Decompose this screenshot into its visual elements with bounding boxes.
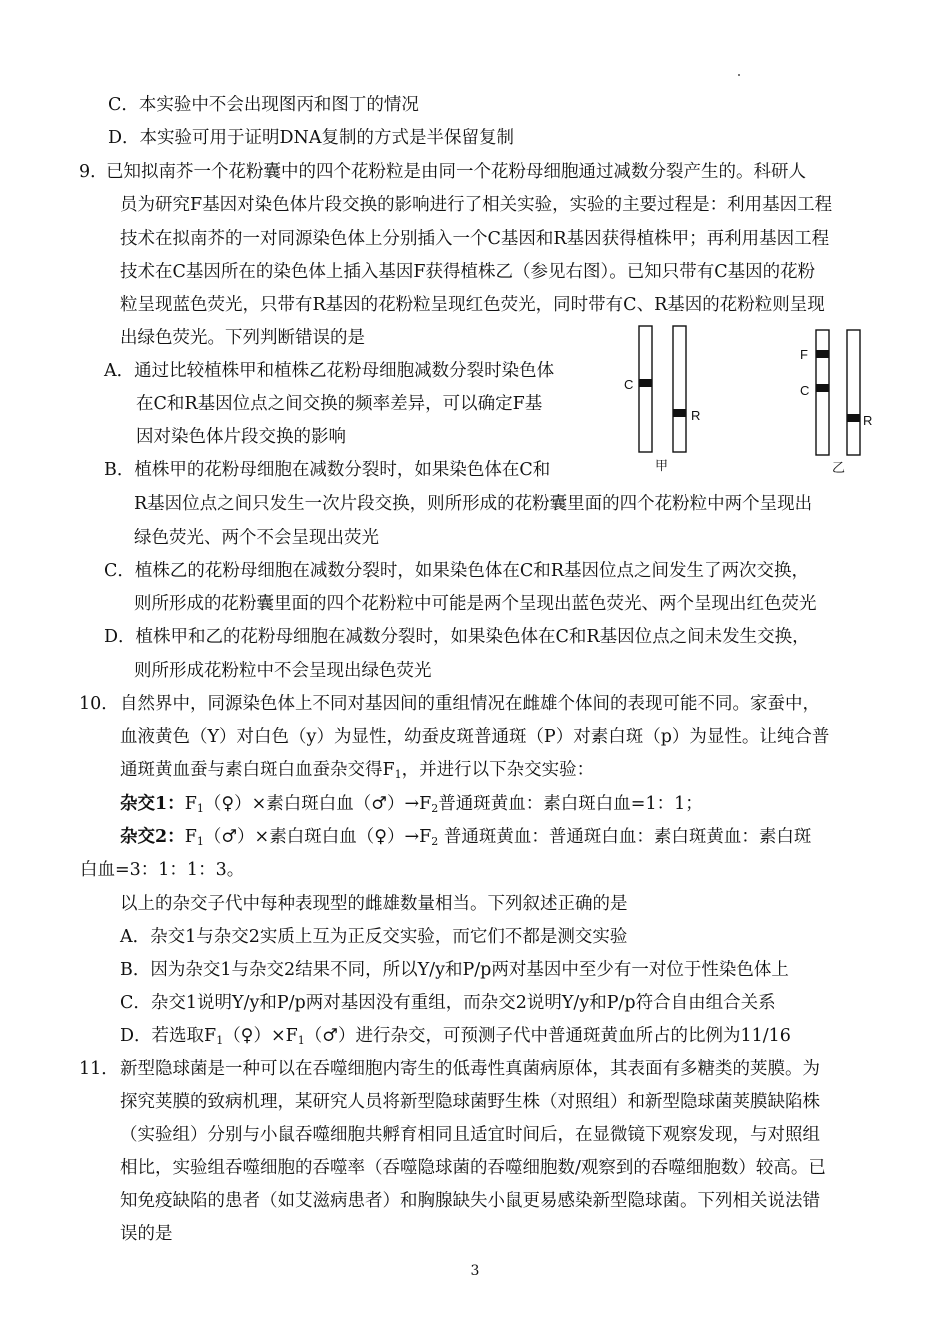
q9-option-b-line-1: B．植株甲的花粉母细胞在减数分裂时，如果染色体在C和 xyxy=(104,460,551,480)
q9-option-d-line-2: 则所形成花粉粒中不会呈现出绿色荧光 xyxy=(134,661,432,681)
subscript: 2 xyxy=(431,835,439,848)
cross-1-label: 杂交1： xyxy=(120,794,185,814)
q11-stem-line-1: 新型隐球菌是一种可以在吞噬细胞内寄生的低毒性真菌病原体，其表面有多糖类的荚膜。为 xyxy=(120,1059,820,1079)
q9-stem-line-2: 员为研究F基因对染色体片段交换的影响进行了相关实验，实验的主要过程是：利用基因工程 xyxy=(120,195,833,215)
scan-dot xyxy=(738,74,740,76)
q9-stem-line-3: 技术在拟南芥的一对同源染色体上分别插入一个C基因和R基因获得植株甲；再利用基因工程 xyxy=(120,229,830,249)
subscript: 1 xyxy=(297,1034,305,1047)
plant-a-label: 甲 xyxy=(655,459,669,474)
plant-a-chromosome-1 xyxy=(639,326,652,452)
q9-number: 9． xyxy=(79,162,108,182)
q9-option-d-line-1: D．植株甲和乙的花粉母细胞在减数分裂时，如果染色体在C和R基因位点之间未发生交换， xyxy=(104,627,810,647)
q9-option-a-line-1: A．通过比较植株甲和植株乙花粉母细胞减数分裂时染色体 xyxy=(104,361,555,381)
subscript: 2 xyxy=(431,802,439,815)
q10-option-d-mid: （♀）×F xyxy=(223,1026,298,1046)
q9-option-b-line-3: 绿色荧光、两个不会呈现出荧光 xyxy=(134,528,379,548)
q8-option-c: C．本实验中不会出现图丙和图丁的情况 xyxy=(108,95,419,115)
q11-stem-line-5: 知免疫缺陷的患者（如艾滋病患者）和胸腺缺失小鼠更易感染新型隐球菌。下列相关说法错 xyxy=(120,1191,820,1211)
cross-2-parents: （♂）×素白斑白血（♀）→F xyxy=(203,827,432,847)
subscript: 1 xyxy=(196,835,204,848)
q9-stem-line-5: 粒呈现蓝色荧光，只带有R基因的花粉粒呈现红色荧光，同时带有C、R基因的花粉粒则呈现 xyxy=(120,295,825,315)
q11-number: 11． xyxy=(79,1059,119,1079)
q10-stem-line-3-tail: ，并进行以下杂交实验： xyxy=(401,760,595,780)
q9-option-b-line-2: R基因位点之间只发生一次片段交换，则所形成的花粉囊里面的四个花粉粒中两个呈现出 xyxy=(134,494,813,514)
plant-a-gene-c-marker xyxy=(639,379,652,387)
cross-1-parents: （♀）×素白斑白血（♂）→F xyxy=(203,794,432,814)
plant-b-gene-f-marker xyxy=(816,350,829,358)
q10-cross-2-line-2: 白血=3：1：1：3。 xyxy=(80,860,245,880)
q10-number: 10． xyxy=(79,694,119,714)
q11-stem-line-3: （实验组）分别与小鼠吞噬细胞共孵育相同且适宜时间后，在显微镜下观察发现，与对照组 xyxy=(120,1125,820,1145)
page-number: 3 xyxy=(470,1263,480,1279)
q10-stem-line-1: 自然界中，同源染色体上不同对基因间的重组情况在雌雄个体间的表现可能不同。家蚕中， xyxy=(120,694,820,714)
q9-option-c-line-1: C．植株乙的花粉母细胞在减数分裂时，如果染色体在C和R基因位点之间发生了两次交换， xyxy=(104,561,809,581)
cross-2-label: 杂交2： xyxy=(120,827,185,847)
q10-option-c: C．杂交1说明Y/y和P/p两对基因没有重组，而杂交2说明Y/y和P/p符合自由组合关系 xyxy=(120,993,776,1013)
q9-stem-line-1: 已知拟南芥一个花粉囊中的四个花粉粒是由同一个花粉母细胞通过减数分裂产生的。科研人 xyxy=(106,162,806,182)
q10-option-a: A．杂交1与杂交2实质上互为正反交实验，而它们不都是测交实验 xyxy=(120,927,628,947)
plant-b-chromosome-2 xyxy=(847,330,860,455)
plant-b-chromosome-1 xyxy=(816,330,829,455)
plant-a-gene-c-label: C xyxy=(624,377,634,392)
q11-stem-line-4: 相比，实验组吞噬细胞的吞噬率（吞噬隐球菌的吞噬细胞数/观察到的吞噬细胞数）较高。已 xyxy=(120,1158,826,1178)
cross-2-result: 普通斑黄血：普通斑白血：素白斑黄血：素白斑 xyxy=(438,827,812,847)
plant-b-label: 乙 xyxy=(832,461,846,476)
q10-note: 以上的杂交子代中每种表现型的雌雄数量相当。下列叙述正确的是 xyxy=(120,894,628,914)
q9-option-c-line-2: 则所形成的花粉囊里面的四个花粉粒中可能是两个呈现出蓝色荧光、两个呈现出红色荧光 xyxy=(134,594,817,614)
plant-a-gene-r-label: R xyxy=(691,408,701,423)
chromosome-figure xyxy=(600,318,900,480)
q10-stem-line-3-text: 通斑黄血蚕与素白斑白血蚕杂交得F xyxy=(120,760,395,780)
cross-1-result: 普通斑黄血：素白斑白血=1：1； xyxy=(438,794,703,814)
q9-stem-line-4: 技术在C基因所在的染色体上插入基因F获得植株乙（参见右图）。已知只带有C基因的花粉 xyxy=(120,262,816,282)
subscript: 1 xyxy=(196,802,204,815)
cross-1-f: F xyxy=(184,794,197,814)
q10-option-d xyxy=(120,1025,791,1047)
q9-stem-line-6: 出绿色荧光。下列判断错误的是 xyxy=(120,328,365,348)
plant-b-gene-f-label: F xyxy=(800,347,808,362)
q9-option-a-line-2: 在C和R基因位点之间交换的频率差异，可以确定F基 xyxy=(136,394,543,414)
q10-stem-line-3 xyxy=(120,759,594,781)
plant-a-chromosome-2 xyxy=(673,326,686,452)
plant-b-gene-r-marker xyxy=(847,414,860,422)
subscript: 1 xyxy=(216,1034,224,1047)
plant-a-gene-r-marker xyxy=(673,409,686,417)
q10-cross-1 xyxy=(120,793,703,815)
plant-b-gene-r-label: R xyxy=(863,413,873,428)
plant-b-gene-c-marker xyxy=(816,384,829,392)
cross-2-f: F xyxy=(184,827,197,847)
q8-option-d: D．本实验可用于证明DNA复制的方式是半保留复制 xyxy=(108,128,515,148)
q10-cross-2 xyxy=(120,826,811,848)
q10-option-d-text: D．若选取F xyxy=(120,1026,217,1046)
q10-stem-line-2: 血液黄色（Y）对白色（y）为显性，幼蚕皮斑普通斑（P）对素白斑（p）为显性。让纯合普 xyxy=(120,727,830,747)
plant-b-gene-c-label: C xyxy=(800,383,810,398)
q9-option-a-line-3: 因对染色体片段交换的影响 xyxy=(136,427,346,447)
q11-stem-line-2: 探究荚膜的致病机理，某研究人员将新型隐球菌野生株（对照组）和新型隐球菌荚膜缺陷株 xyxy=(120,1092,820,1112)
subscript: 1 xyxy=(394,768,402,781)
q11-stem-line-6: 误的是 xyxy=(120,1224,173,1244)
q10-option-b: B．因为杂交1与杂交2结果不同，所以Y/y和P/p两对基因中至少有一对位于性染色体上 xyxy=(120,960,789,980)
q10-option-d-tail: （♂）进行杂交，可预测子代中普通斑黄血所占的比例为11/16 xyxy=(304,1026,791,1046)
